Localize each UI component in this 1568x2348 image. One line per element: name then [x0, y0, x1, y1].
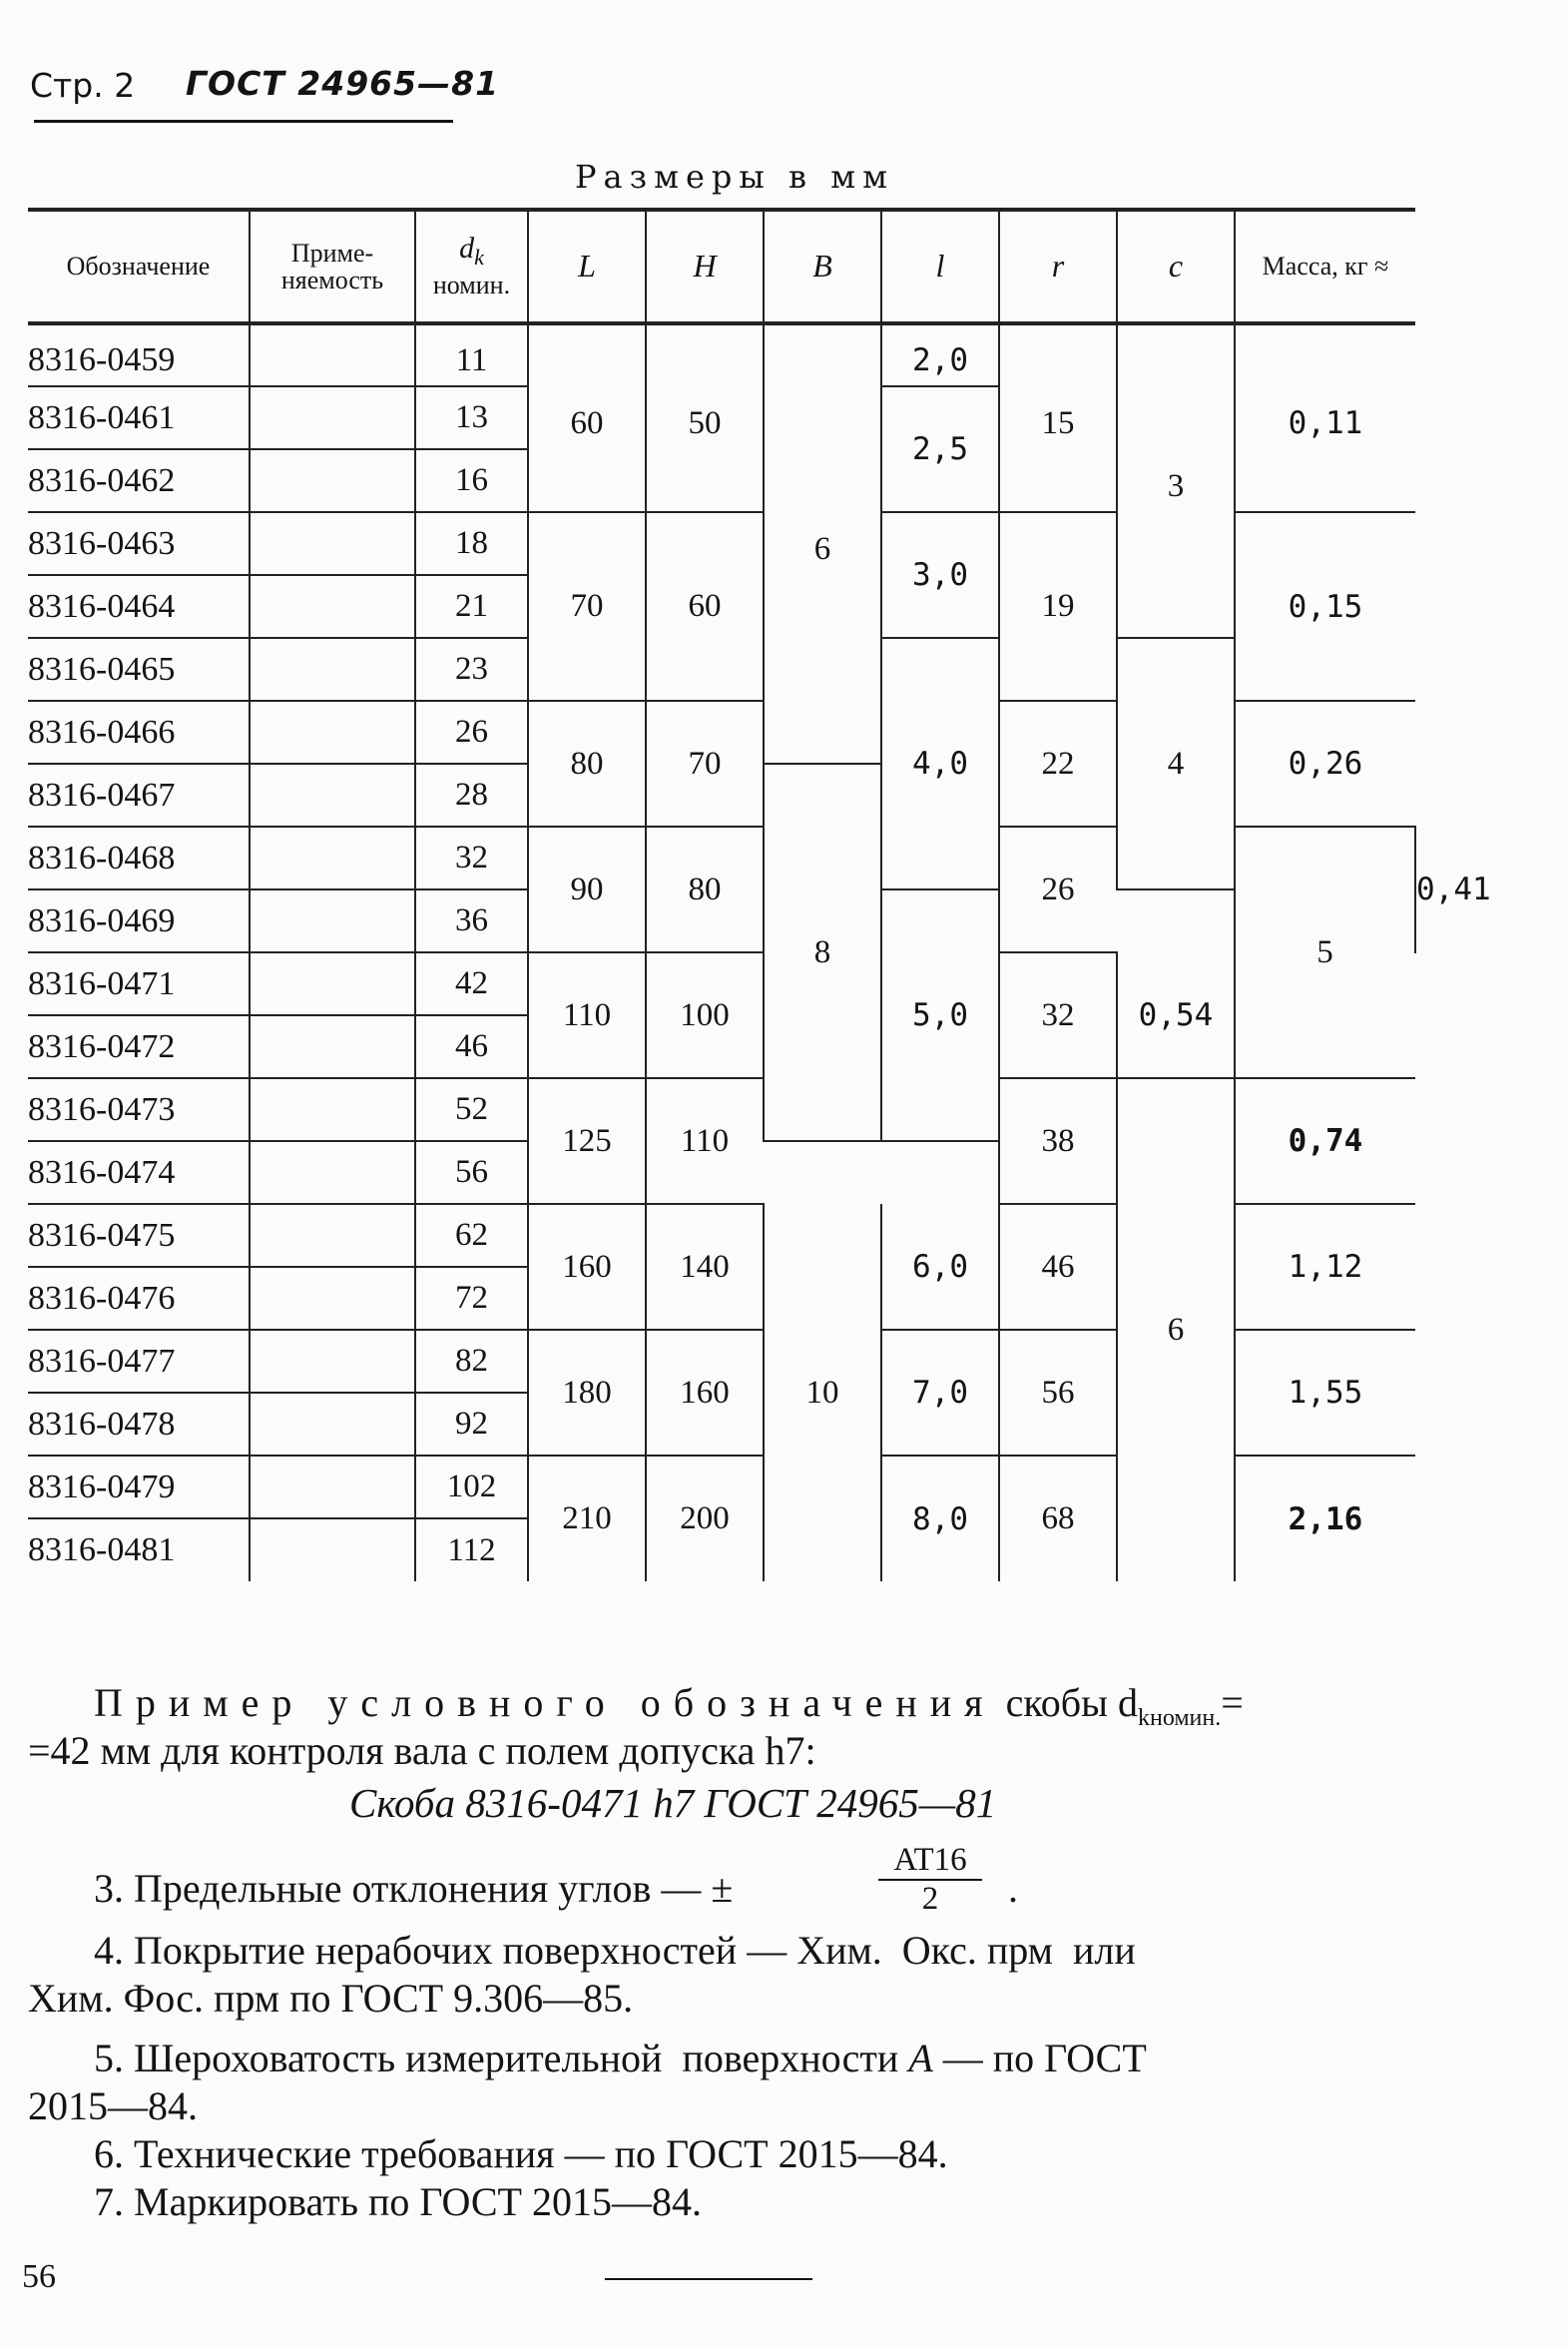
r-cell: 19 — [999, 512, 1117, 701]
dk-cell: 46 — [415, 1015, 528, 1078]
l-cell: 2,5 — [881, 386, 999, 512]
dk-cell: 32 — [415, 827, 528, 889]
applicability-cell — [250, 1015, 415, 1078]
designation-cell: 8316-0476 — [28, 1267, 250, 1330]
designation-cell: 8316-0479 — [28, 1456, 250, 1518]
dk-cell: 11 — [415, 323, 528, 386]
dimensions-table — [28, 208, 1491, 1581]
dk-cell: 42 — [415, 952, 528, 1015]
H-cell: 60 — [646, 512, 764, 701]
l-cell: 5,0 — [881, 889, 999, 1141]
dk-cell: 13 — [415, 386, 528, 449]
L-cell: 125 — [528, 1078, 646, 1204]
item-6: 6. Технические требования — по ГОСТ 2015—84. — [94, 2131, 948, 2176]
designation-cell: 8316-0465 — [28, 638, 250, 701]
r-cell: 22 — [999, 701, 1117, 827]
table-row — [28, 1078, 1415, 1141]
designation-cell: 8316-0467 — [28, 764, 250, 827]
item-5-pre: 5. Шероховатость измерительной поверхности — [94, 2036, 899, 2080]
applicability-cell — [250, 512, 415, 575]
example-designation: Скоба 8316-0471 h7 ГОСТ 24965—81 — [349, 1780, 997, 1826]
dk-cell: 102 — [415, 1456, 528, 1518]
designation-cell: 8316-0461 — [28, 386, 250, 449]
dk-cell: 82 — [415, 1330, 528, 1393]
L-cell: 80 — [528, 701, 646, 827]
item-3: 3. Предельные отклонения углов — ± — [94, 1866, 734, 1911]
col-dk-note: номин. — [432, 271, 511, 300]
H-cell: 80 — [646, 827, 764, 952]
H-cell: 70 — [646, 701, 764, 827]
col-dk-sub: k — [474, 245, 484, 271]
col-r: r — [999, 210, 1117, 323]
angle-tolerance-fraction — [878, 1842, 982, 1918]
table-header-row — [28, 210, 1415, 323]
applicability-cell — [250, 1330, 415, 1393]
designation-cell: 8316-0475 — [28, 1204, 250, 1267]
c-cell: 5 — [1235, 827, 1415, 1078]
designation-cell: 8316-0477 — [28, 1330, 250, 1393]
item-5-cont: 2015—84. — [28, 2083, 198, 2128]
H-cell: 100 — [646, 952, 764, 1078]
designation-cell: 8316-0481 — [28, 1531, 176, 1568]
dk-cell: 23 — [415, 638, 528, 701]
L-cell: 180 — [528, 1330, 646, 1456]
applicability-cell — [250, 638, 415, 701]
designation-cell: 8316-0463 — [28, 512, 250, 575]
applicability-cell — [250, 701, 415, 764]
designation-cell: 8316-0464 — [28, 575, 250, 638]
col-applicability: Приме- няемость — [250, 210, 415, 323]
table-row — [28, 323, 1415, 386]
dk-cell: 62 — [415, 1204, 528, 1267]
r-cell: 46 — [999, 1204, 1117, 1330]
c-cell: 6 — [1117, 1078, 1235, 1581]
col-dk-symbol: d — [459, 232, 475, 266]
mass-cell: 2,16 — [1235, 1456, 1415, 1581]
c-cell: 3 — [1117, 323, 1235, 638]
H-cell: 140 — [646, 1204, 764, 1330]
H-cell: 200 — [646, 1456, 764, 1581]
dk-cell: 72 — [415, 1267, 528, 1330]
example-intro-sub: kномин. — [1137, 1705, 1222, 1731]
dk-cell: 16 — [415, 449, 528, 512]
c-cell: 4 — [1117, 638, 1235, 889]
designation-cell: 8316-0471 — [28, 952, 250, 1015]
standard-number: ГОСТ 24965—81 — [186, 64, 500, 103]
col-l: l — [881, 210, 999, 323]
page-label: Стр. 2 — [30, 66, 136, 105]
l-cell: 4,0 — [881, 638, 999, 889]
L-cell: 60 — [528, 323, 646, 512]
designation-cell: 8316-0459 — [28, 323, 250, 386]
designation-cell: 8316-0468 — [28, 827, 250, 889]
col-L: L — [528, 210, 646, 323]
footer-rule — [605, 2278, 812, 2280]
l-cell: 3,0 — [881, 512, 999, 638]
applicability-cell — [250, 575, 415, 638]
item-5 — [94, 2035, 1147, 2082]
applicability-cell — [250, 1267, 415, 1330]
example-intro-line2: =42 мм для контроля вала с полем допуска h7: — [28, 1728, 816, 1773]
B-cell: 8 — [764, 764, 881, 1141]
dk-cell: 112 — [415, 1518, 528, 1581]
col-c: c — [1117, 210, 1235, 323]
col-dk — [415, 210, 528, 323]
col-mass: Масса, кг ≈ — [1235, 210, 1415, 323]
item-4-cont: Хим. Фос. прм по ГОСТ 9.306—85. — [28, 1976, 634, 2021]
applicability-cell — [250, 1204, 415, 1267]
designation-cell: 8316-0466 — [28, 701, 250, 764]
table-row — [28, 952, 1415, 1015]
dk-cell: 92 — [415, 1393, 528, 1456]
dk-cell: 26 — [415, 701, 528, 764]
dk-cell: 28 — [415, 764, 528, 827]
dk-cell: 56 — [415, 1141, 528, 1204]
example-intro-spaced: Пример условного обозначения — [94, 1680, 996, 1725]
applicability-cell — [250, 952, 415, 1015]
example-intro-end: = — [1221, 1680, 1244, 1725]
header-underline — [34, 120, 453, 123]
page-number: 56 — [22, 2258, 56, 2295]
r-cell: 38 — [999, 1078, 1117, 1204]
r-cell: 26 — [999, 827, 1117, 952]
H-cell: 160 — [646, 1330, 764, 1456]
example-intro-rest: скобы d — [1005, 1680, 1138, 1725]
mass-cell: 0,15 — [1235, 512, 1415, 701]
applicability-cell — [250, 1078, 415, 1141]
applicability-cell — [250, 1393, 415, 1456]
applicability-cell — [250, 827, 415, 889]
r-cell: 15 — [999, 323, 1117, 512]
H-cell: 50 — [646, 323, 764, 512]
applicability-cell — [250, 1456, 415, 1518]
applicability-cell — [250, 1518, 415, 1581]
B-cell: 10 — [764, 1204, 881, 1581]
mass-cell: 0,11 — [1235, 323, 1415, 512]
mass-cell: 0,26 — [1235, 701, 1415, 827]
applicability-cell — [250, 764, 415, 827]
fraction-denominator: 2 — [921, 1881, 939, 1917]
H-cell: 110 — [646, 1078, 764, 1204]
mass-cell: 0,54 — [1117, 952, 1235, 1078]
item-4: 4. Покрытие нерабочих поверхностей — Хим. Окс. прм или — [94, 1928, 1136, 1973]
dk-cell: 18 — [415, 512, 528, 575]
applicability-cell — [250, 386, 415, 449]
units-caption: Размеры в мм — [575, 158, 894, 196]
dk-cell: 21 — [415, 575, 528, 638]
col-H: H — [646, 210, 764, 323]
L-cell: 90 — [528, 827, 646, 952]
designation-cell: 8316-0478 — [28, 1393, 250, 1456]
col-B: B — [764, 210, 881, 323]
mass-cell: 1,12 — [1235, 1204, 1415, 1330]
item-3-end: . — [1008, 1866, 1018, 1911]
applicability-cell — [250, 1141, 415, 1204]
r-cell: 56 — [999, 1330, 1117, 1456]
designation-cell: 8316-0473 — [28, 1078, 250, 1141]
item-5-post: — по ГОСТ — [942, 2036, 1147, 2080]
designation-cell: 8316-0462 — [28, 449, 250, 512]
item-7: 7. Маркировать по ГОСТ 2015—84. — [94, 2179, 702, 2224]
l-cell: 7,0 — [881, 1330, 999, 1456]
L-cell: 160 — [528, 1204, 646, 1330]
table-row: 8316-0468 32 90 80 26 5 0,41 — [28, 827, 1415, 889]
designation-cell: 8316-0474 — [28, 1141, 250, 1204]
col-designation: Обозначение — [28, 210, 250, 323]
designation-cell: 8316-0472 — [28, 1015, 250, 1078]
applicability-cell — [250, 323, 415, 386]
mass-cell: 0,74 — [1235, 1078, 1415, 1204]
r-cell: 68 — [999, 1456, 1117, 1581]
applicability-cell — [250, 449, 415, 512]
fraction-numerator: AT16 — [878, 1842, 982, 1881]
L-cell: 210 — [528, 1456, 646, 1581]
designation-cell: 8316-0469 — [28, 889, 250, 952]
r-cell: 32 — [999, 952, 1117, 1078]
L-cell: 70 — [528, 512, 646, 701]
applicability-cell — [250, 889, 415, 952]
l-cell: 6,0 — [881, 1204, 999, 1330]
l-cell: 8,0 — [881, 1456, 999, 1581]
mass-cell: 1,55 — [1235, 1330, 1415, 1456]
dk-cell: 36 — [415, 889, 528, 952]
L-cell: 110 — [528, 952, 646, 1078]
l-cell: 2,0 — [881, 323, 999, 386]
dk-cell: 52 — [415, 1078, 528, 1141]
B-cell: 6 — [764, 323, 881, 764]
item-5-letter: A — [908, 2036, 933, 2080]
